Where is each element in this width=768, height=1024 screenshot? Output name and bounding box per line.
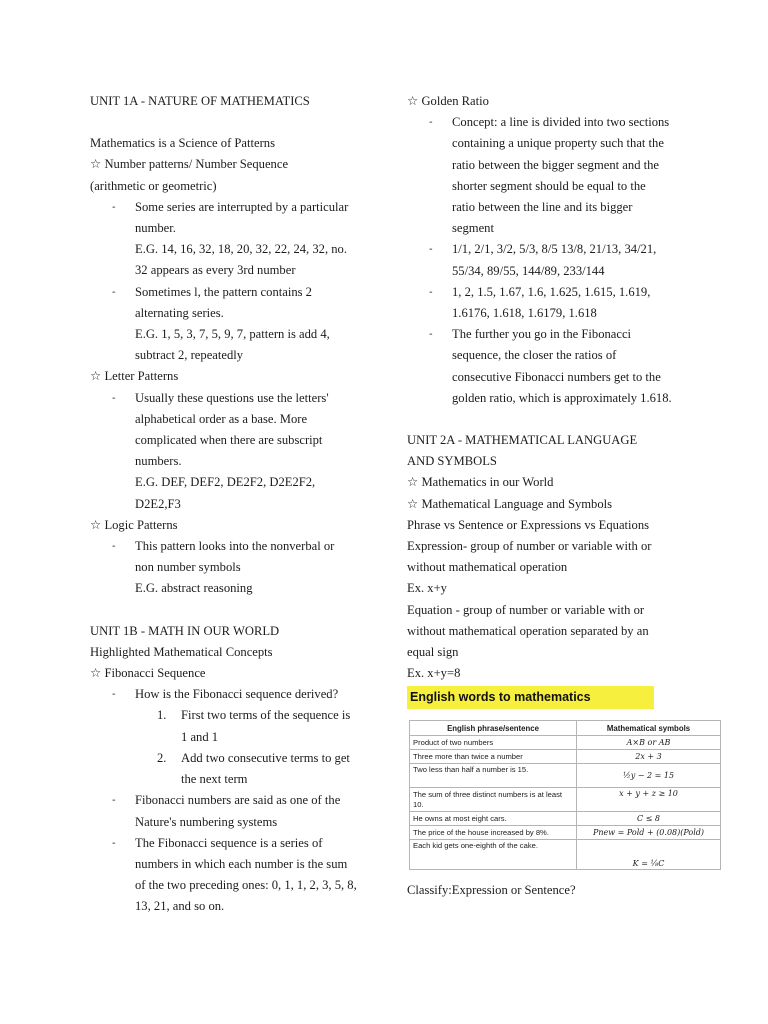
left-column: [90, 91, 375, 918]
equation-def-cont: equal sign: [407, 645, 459, 660]
logic-patterns-heading: ☆ Logic Patterns: [90, 517, 178, 532]
equation-def-cont: without mathematical operation separated by an: [407, 623, 649, 638]
unit-1a-title: UNIT 1A - NATURE OF MATHEMATICS: [90, 94, 310, 108]
list-item: - Sometimes l, the pattern contains 2 alternating series. E.G. 1, 5, 3, 7, 5, 9, 7, pattern is add 4, subtract 2, repeatedly: [90, 282, 375, 367]
table-row: [410, 812, 721, 826]
number-patterns-heading: ☆ Number patterns/ Number Sequence: [90, 157, 289, 172]
math-language-heading: ☆ Mathematical Language and Symbols: [407, 496, 613, 511]
list-item: - Some series are interrupted by a particular number. E.G. 14, 16, 32, 18, 20, 32, 22, 24, 32, no. 32 appears as every 3rd number: [90, 197, 375, 282]
table-cell: C ≤ 8: [577, 812, 721, 826]
golden-ratio-heading: ☆ Golden Ratio: [407, 94, 489, 108]
arith-geo-note: (arithmetic or geometric): [90, 178, 217, 193]
ordered-item: 2. Add two consecutive terms to get the next term: [157, 750, 350, 787]
unit-2a-title-cont: AND SYMBOLS: [407, 454, 497, 469]
table-row: [410, 826, 721, 840]
table-cell: ½y − 2 = 15: [577, 764, 721, 788]
table-cell: 2x + 3: [577, 750, 721, 764]
expression-def: Expression- group of number or variable with or: [407, 539, 652, 554]
list-item: - 1, 2, 1.5, 1.67, 1.6, 1.625, 1.615, 1.619, 1.6176, 1.618, 1.6179, 1.618: [407, 282, 723, 324]
list-item: - Usually these questions use the letters' alphabetical order as a base. More complicated when there are subscript numbers. E.G. DEF, DEF2, DE2F2, D2E2F2, D2E2,F3: [90, 388, 375, 515]
example-1: Ex. x+y: [407, 581, 447, 596]
table-header: Mathematical symbols: [577, 721, 721, 736]
right-column: [407, 91, 723, 902]
table-cell: A×B or AB: [577, 736, 721, 750]
science-of-patterns: Mathematics is a Science of Patterns: [90, 136, 276, 151]
table-cell: Each kid gets one-eighth of the cake.: [410, 840, 577, 870]
table-header: English phrase/sentence: [410, 721, 577, 736]
unit-1b-title: UNIT 1B - MATH IN OUR WORLD: [90, 623, 280, 638]
classify-question: Classify:Expression or Sentence?: [407, 883, 576, 898]
english-to-math-figure: [407, 686, 721, 876]
table-cell: Two less than half a number is 15.: [410, 764, 577, 788]
table-header-row: [410, 721, 721, 736]
highlighted-concepts: Highlighted Mathematical Concepts: [90, 644, 273, 659]
table-cell: The price of the house increased by 8%.: [410, 826, 577, 840]
unit-2a-title: UNIT 2A - MATHEMATICAL LANGUAGE: [407, 433, 638, 448]
example-2: Ex. x+y=8: [407, 666, 461, 681]
table-row: [410, 788, 721, 812]
table-cell: Pnew = Pold + (0.08)(Pold): [577, 826, 721, 840]
table-row: [410, 764, 721, 788]
table-cell: Product of two numbers: [410, 736, 577, 750]
table-row: [410, 736, 721, 750]
math-in-world-heading: ☆ Mathematics in our World: [407, 475, 554, 490]
table-cell: K = ⅛C: [577, 840, 721, 870]
expression-def-cont: without mathematical operation: [407, 560, 568, 575]
figure-banner: English words to mathematics: [407, 686, 654, 709]
list-item: - 1/1, 2/1, 3/2, 5/3, 8/5 13/8, 21/13, 34/21, 55/34, 89/55, 144/89, 233/144: [407, 239, 723, 281]
table-cell: x + y + z ≥ 10: [577, 788, 721, 812]
list-item: - How is the Fibonacci sequence derived?: [90, 684, 375, 705]
equation-def: Equation - group of number or variable with or: [407, 602, 645, 617]
table-row: [410, 840, 721, 870]
table-cell: Three more than twice a number: [410, 750, 577, 764]
list-item: - Fibonacci numbers are said as one of the Nature's numbering systems: [90, 790, 375, 832]
table-row: [410, 750, 721, 764]
list-item: - This pattern looks into the nonverbal or non number symbols E.G. abstract reasoning: [90, 536, 375, 600]
table-cell: The sum of three distinct numbers is at least 10.: [410, 788, 577, 812]
english-math-table: [409, 720, 721, 870]
phrase-vs-sentence: Phrase vs Sentence or Expressions vs Equations: [407, 517, 650, 532]
list-item: - The further you go in the Fibonacci sequence, the closer the ratios of consecutive Fibonacci numbers get to the golden ratio, which is approximately 1.618.: [407, 324, 723, 409]
table-cell: He owns at most eight cars.: [410, 812, 577, 826]
fibonacci-heading: ☆ Fibonacci Sequence: [90, 666, 206, 681]
ordered-item: 1. First two terms of the sequence is 1 and 1: [157, 708, 351, 744]
list-item: - The Fibonacci sequence is a series of numbers in which each number is the sum of the two preceding ones: 0, 1, 1, 2, 3, 5, 8, 13, 21, and so on.: [90, 833, 375, 918]
letter-patterns-heading: ☆ Letter Patterns: [90, 369, 179, 384]
list-item: - Concept: a line is divided into two sections containing a unique property such that the ratio between the bigger segment and the shorter segment should be equal to the ratio between the line and its bigger segment: [407, 112, 723, 239]
